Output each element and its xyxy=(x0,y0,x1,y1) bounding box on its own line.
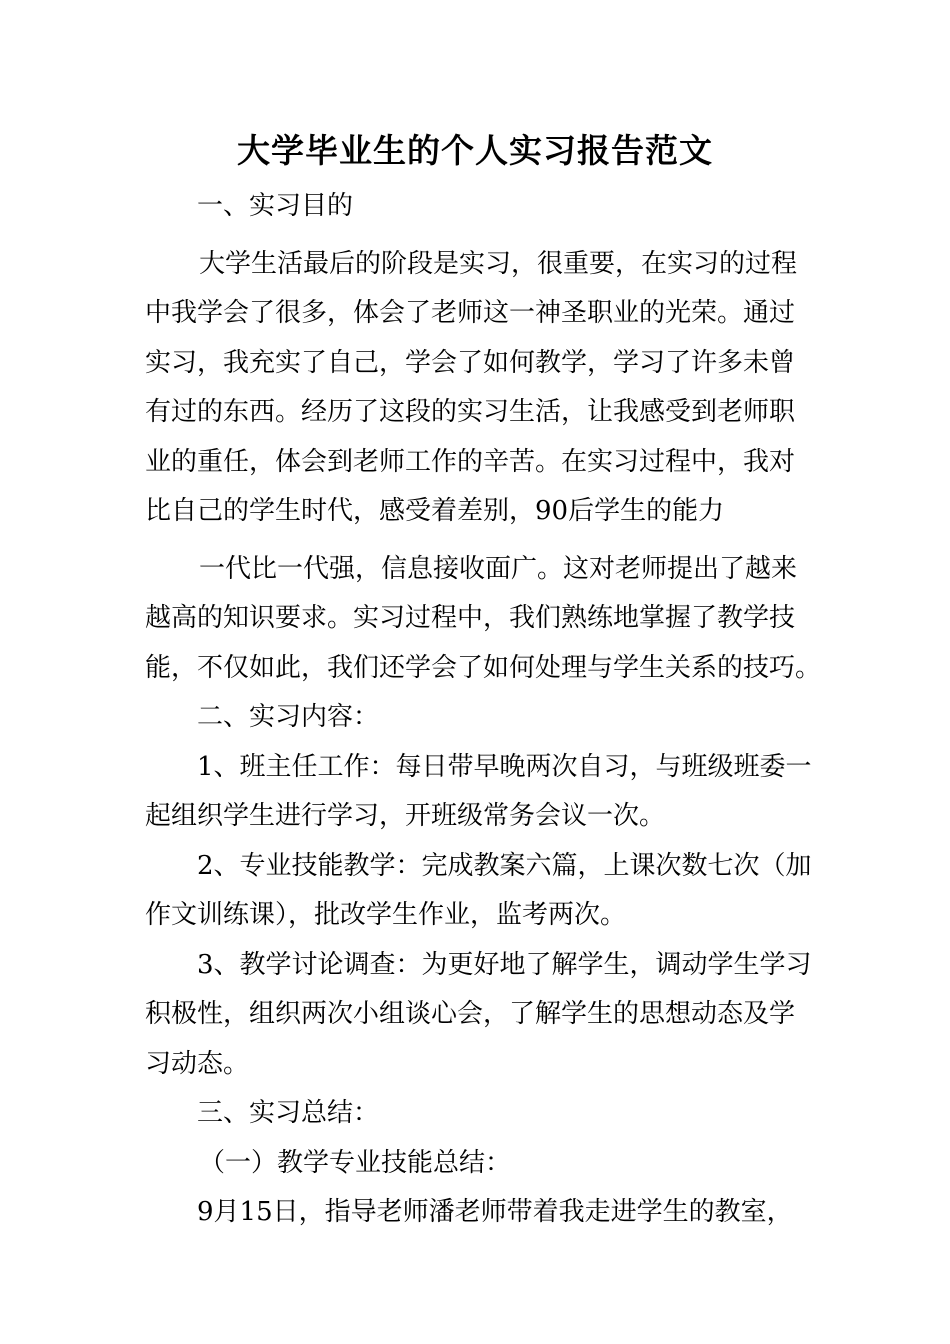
paragraph-line: 中我学会了很多，体会了老师这一神圣职业的光荣。通过 xyxy=(145,298,796,328)
document-title: 大学毕业生的个人实习报告范文 xyxy=(237,131,713,170)
section-heading-summary: 三、实习总结： xyxy=(197,1098,380,1128)
paragraph-line: 一代比一代强，信息接收面广。这对老师提出了越来 xyxy=(199,553,798,584)
list-item-line: 习动态。 xyxy=(145,1048,250,1079)
list-item-line: 1、班主任工作：每日带早晚两次自习，与班级班委一 xyxy=(197,751,812,782)
paragraph-line: 实习，我充实了自己，学会了如何教学，学习了许多未曾 xyxy=(145,347,796,378)
paragraph-line: 大学生活最后的阶段是实习，很重要，在实习的过程 xyxy=(199,248,798,279)
paragraph-line: 越高的知识要求。实习过程中，我们熟练地掌握了教学技 xyxy=(145,603,796,633)
section-heading-content: 二、实习内容： xyxy=(197,702,380,732)
list-item-line: 作文训练课），批改学生作业，监考两次。 xyxy=(145,900,627,930)
paragraph-line: 9月15日，指导老师潘老师带着我走进学生的教室， xyxy=(197,1197,793,1227)
list-item-line: 积极性，组织两次小组谈心会，了解学生的思想动态及学 xyxy=(145,999,796,1029)
list-item-line: 2、专业技能教学：完成教案六篇，上课次数七次（加 xyxy=(197,850,812,881)
section-heading-purpose: 一、实习目的 xyxy=(197,191,354,221)
list-item-line: 3、教学讨论调查：为更好地了解学生，调动学生学习 xyxy=(197,949,812,980)
paragraph-line: 有过的东西。经历了这段的实习生活，让我感受到老师职 xyxy=(145,397,796,427)
paragraph-line: 业的重任，体会到老师工作的辛苦。在实习过程中，我对 xyxy=(145,446,796,477)
paragraph-line: 比自己的学生时代，感受着差别，90后学生的能力 xyxy=(145,496,725,526)
paragraph-line: 能，不仅如此，我们还学会了如何处理与学生关系的技巧。 xyxy=(145,652,822,683)
subsection-heading: （一）教学专业技能总结： xyxy=(199,1147,512,1178)
list-item-line: 起组织学生进行学习，开班级常务会议一次。 xyxy=(145,801,666,831)
